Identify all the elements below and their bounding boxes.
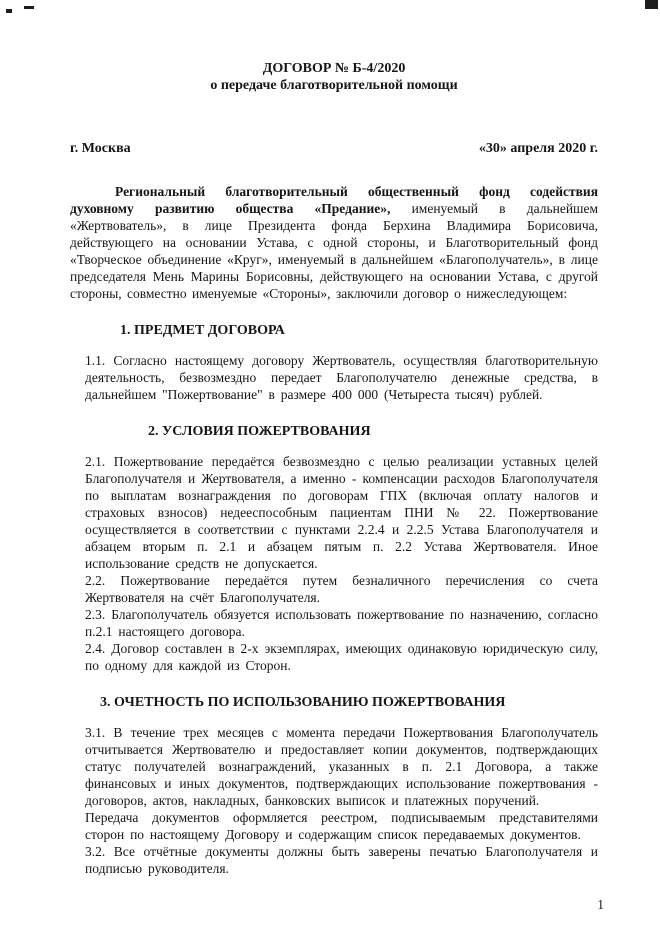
contract-section	[85, 694, 598, 877]
section-heading: 1. ПРЕДМЕТ ДОГОВОРА	[120, 323, 285, 338]
clause-paragraph: Передача документов оформляется реестром, подписываемым представителями сторон по настоящему Договору и содержащим список передаваемых документов.	[85, 810, 598, 842]
place-date-row	[70, 140, 598, 157]
date-label: «30» апреля 2020 г.	[478, 141, 598, 156]
city-label: г. Москва	[70, 141, 131, 156]
contract-section	[85, 423, 598, 674]
section-heading: 3. ОЧЕТНОСТЬ ПО ИСПОЛЬЗОВАНИЮ ПОЖЕРТВОВАНИЯ	[100, 695, 506, 710]
section-heading: 2. УСЛОВИЯ ПОЖЕРТВОВАНИЯ	[148, 424, 371, 439]
contract-section	[85, 322, 598, 403]
page-number: 1	[597, 897, 604, 912]
scan-speck-top-left-2	[24, 6, 34, 9]
title-subject: о передаче благотворительной помощи	[210, 78, 458, 93]
document-sections	[70, 322, 598, 877]
clause-paragraph: 2.4. Договор составлен в 2-х экземплярах, имеющих одинаковую юридическую силу, по одному для каждой из Сторон.	[85, 641, 598, 673]
clause-paragraph: 1.1. Согласно настоящему договору Жертвователь, осуществляя благотворительную деятельность, безвозмездно передает Благополучателю денежные средства, в дальнейшем "Пожертвование" в размере 400 000 (Четыреста тысяч) рублей.	[85, 353, 598, 402]
intro-paragraph	[70, 183, 598, 302]
scan-speck-top-left-1	[6, 9, 12, 13]
clause-paragraph: 2.2. Пожертвование передаётся путем безналичного перечисления со счета Жертвователя на счёт Благополучателя.	[85, 573, 598, 605]
clause-paragraph: 3.2. Все отчётные документы должны быть заверены печатью Благополучателя и подписью руководителя.	[85, 844, 598, 876]
scan-speck-top-right	[645, 0, 658, 9]
intro-text: именуемый в дальнейшем «Жертвователь», в лице Президента фонда Берхина Владимира Борисовича, действующего на основании Устава, с одной стороны, и Благотворительный фонд «Творческое объединение «Круг», именуемый в дальнейшем «Благополучатель», в лице председателя Мень Марины Борисовны, действующего на основании Устава, с другой стороны, совместно именуемые «Стороны», заключили договор о нижеследующем:	[70, 201, 598, 301]
document-title	[70, 60, 598, 94]
intro-party-name: Региональный благотворительный общественный фонд содействия духовному развитию общества «Предание»,	[70, 184, 598, 216]
title-contract-number: ДОГОВОР № Б-4/2020	[262, 61, 406, 76]
clause-paragraph: 2.3. Благополучатель обязуется использовать пожертвование по назначению, согласно п.2.1 настоящего договора.	[85, 607, 598, 639]
clause-paragraph: 2.1. Пожертвование передаётся безвозмездно с целью реализации уставных целей Благополучателя и Жертвователя, а именно - компенсации расходов Благополучателя по выплатам вознаграждения по договорам ГПХ (включая оплату налогов и страховых взносов) недееспособным пациентам ПНИ № 22. Пожертвование осуществляется в соответствии с пунктами 2.2.4 и 2.2.5 Устава Благополучателя и абзацем вторым п. 2.1 и абзацем пятым п. 2.2 Устава Жертвователя. Иное использование средств не допускается.	[85, 454, 598, 571]
clause-paragraph: 3.1. В течение трех месяцев с момента передачи Пожертвования Благополучатель отчитывается Жертвователю и предоставляет копии документов, подтверждающих статус получателей вознаграждений, указанных в п. 2.1 Договора, а также финансовых и иных документов, подтверждающих использование пожертвования - договоров, актов, накладных, банковских выписок и платежных поручений.	[85, 725, 598, 808]
